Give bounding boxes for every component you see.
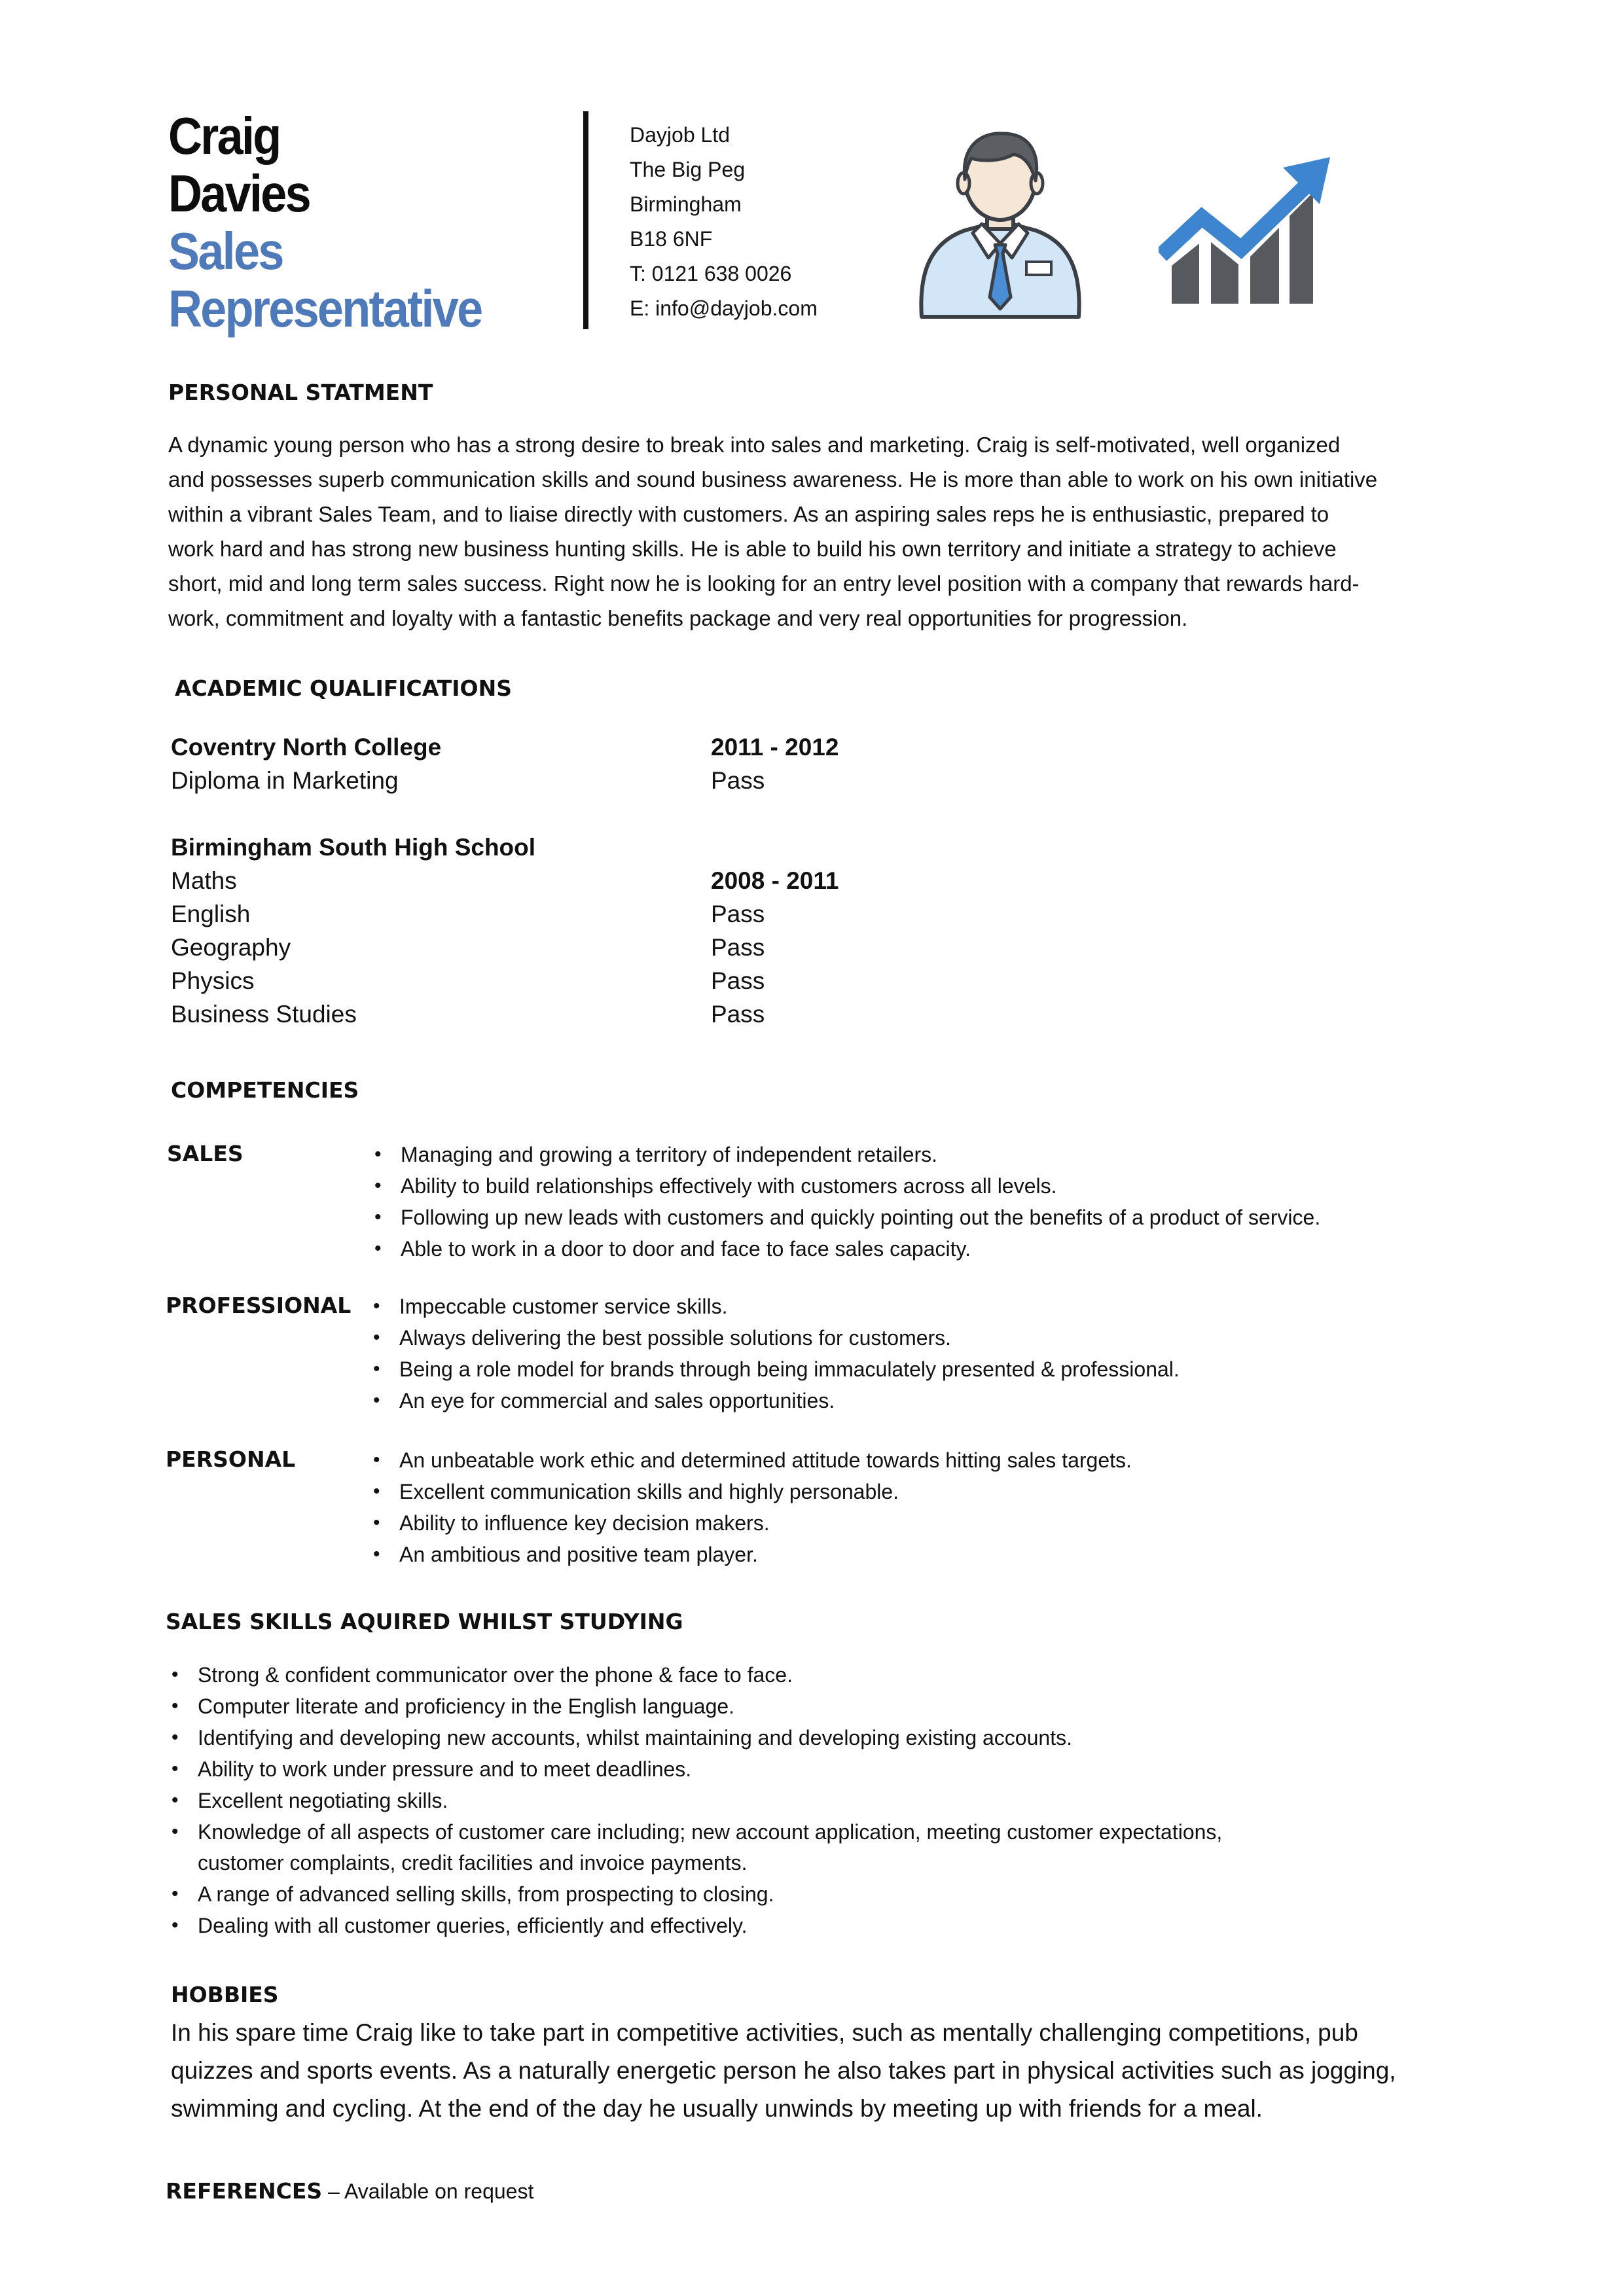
competency-item: • Always delivering the best possible solutions for customers. (399, 1322, 951, 1354)
growth-chart-icon (1159, 157, 1330, 305)
statement-line: and possesses superb communication skills and sound business awareness. He is more than able to work on his own initiative (168, 467, 1378, 492)
statement-line: A dynamic young person who has a strong desire to break into sales and marketing. Craig is self-motivated, well organized (168, 433, 1341, 457)
skill-item: • Dealing with all customer queries, efficiently and effectively. (198, 1910, 748, 1941)
statement-line: work, commitment and loyalty with a fantastic benefits package and very real opportunities for progression. (168, 606, 1188, 630)
skill-item: • Strong & confident communicator over the phone & face to face. (198, 1659, 793, 1691)
job-title-line-2: Representative (168, 279, 482, 338)
contact-city: Birmingham (630, 192, 742, 216)
competency-category-professional: PROFESSIONAL (166, 1293, 352, 1318)
competency-item: • Following up new leads with customers and quickly pointing out the benefits of a product of service. (401, 1202, 1320, 1233)
qual-subject: Business Studies (171, 1001, 357, 1028)
qual-subject: Diploma in Marketing (171, 767, 399, 794)
qual-subject: Maths (171, 867, 237, 894)
sales-skills-heading: SALES SKILLS AQUIRED WHILST STUDYING (166, 1609, 683, 1634)
competency-item: • An unbeatable work ethic and determined attitude towards hitting sales targets. (399, 1444, 1132, 1476)
competency-item: • An ambitious and positive team player. (399, 1539, 758, 1570)
contact-address-1: The Big Peg (630, 158, 746, 181)
hobbies-line: swimming and cycling. At the end of the day he usually unwinds by meeting up with friends for a meal. (171, 2095, 1263, 2122)
qual-institution: Coventry North College (171, 734, 442, 761)
skill-item: • Ability to work under pressure and to meet deadlines. (198, 1753, 691, 1785)
skill-item: • Knowledge of all aspects of customer care including; new account application, meeting customer expectations, (198, 1816, 1222, 1848)
hobbies-line: In his spare time Craig like to take part in competitive activities, such as mentally challenging competitions, pub (171, 2019, 1358, 2046)
competency-item: • Excellent communication skills and highly personable. (399, 1476, 899, 1507)
qual-result: Pass (711, 967, 765, 994)
competency-category-personal: PERSONAL (166, 1446, 296, 1472)
qual-subject: Physics (171, 967, 255, 994)
competency-item: • Impeccable customer service skills. (399, 1291, 727, 1322)
hobbies-text (171, 2014, 1396, 2128)
qual-result: Pass (711, 1001, 765, 1028)
skill-item: • A range of advanced selling skills, from prospecting to closing. (198, 1878, 774, 1910)
qual-dates: 2011 - 2012 (711, 734, 839, 761)
hobbies-line: quizzes and sports events. As a naturally energetic person he also takes part in physical activities such as jogging, (171, 2057, 1396, 2084)
references-line (166, 2178, 533, 2204)
competency-item: • Able to work in a door to door and face to face sales capacity. (401, 1233, 971, 1265)
references-text: – Available on request (322, 2179, 534, 2203)
qual-result: Pass (711, 934, 765, 961)
skill-item-continuation: customer complaints, credit facilities and invoice payments. (198, 1851, 748, 1874)
competency-item: • Ability to influence key decision makers. (399, 1507, 770, 1539)
qual-dates: 2008 - 2011 (711, 867, 839, 894)
statement-line: short, mid and long term sales success. Right now he is looking for an entry level position with a company that rewards hard- (168, 571, 1360, 596)
qual-result: Pass (711, 767, 765, 794)
competency-item: • Ability to build relationships effectively with customers across all levels. (401, 1170, 1057, 1202)
first-name: Craig (168, 107, 280, 165)
competency-item: • Managing and growing a territory of independent retailers. (401, 1139, 937, 1170)
academic-heading: ACADEMIC QUALIFICATIONS (175, 675, 512, 701)
qual-institution: Birmingham South High School (171, 834, 536, 861)
contact-company: Dayjob Ltd (630, 123, 730, 147)
businessman-icon (915, 128, 1085, 322)
skill-item: • Identifying and developing new accounts, whilst maintaining and developing existing accounts. (198, 1722, 1072, 1753)
header-divider (583, 111, 588, 329)
competency-category-sales: SALES (167, 1141, 244, 1166)
qual-result: Pass (711, 901, 765, 927)
contact-phone: T: 0121 638 0026 (630, 262, 792, 285)
skill-item: • Computer literate and proficiency in the English language. (198, 1691, 734, 1722)
contact-email: E: info@dayjob.com (630, 296, 818, 320)
qual-subject: Geography (171, 934, 291, 961)
competencies-heading: COMPETENCIES (171, 1077, 359, 1103)
job-title-line-1: Sales (168, 222, 283, 280)
personal-statement-heading: PERSONAL STATMENT (168, 380, 433, 405)
contact-block (630, 118, 818, 326)
skill-item: • Excellent negotiating skills. (198, 1785, 448, 1816)
statement-line: work hard and has strong new business hunting skills. He is able to build his own territory and initiate a strategy to achieve (168, 537, 1337, 561)
competency-item: • An eye for commercial and sales opportunities. (399, 1385, 835, 1416)
last-name: Davies (168, 164, 310, 223)
qual-subject: English (171, 901, 251, 927)
competency-item: • Being a role model for brands through being immaculately presented & professional. (399, 1354, 1180, 1385)
personal-statement-text (168, 427, 1517, 636)
statement-line: within a vibrant Sales Team, and to liaise directly with customers. As an aspiring sales reps he is enthusiastic, prepared to (168, 502, 1329, 526)
references-label: REFERENCES (166, 2178, 323, 2204)
contact-postcode: B18 6NF (630, 227, 713, 251)
hobbies-heading: HOBBIES (171, 1982, 279, 2007)
